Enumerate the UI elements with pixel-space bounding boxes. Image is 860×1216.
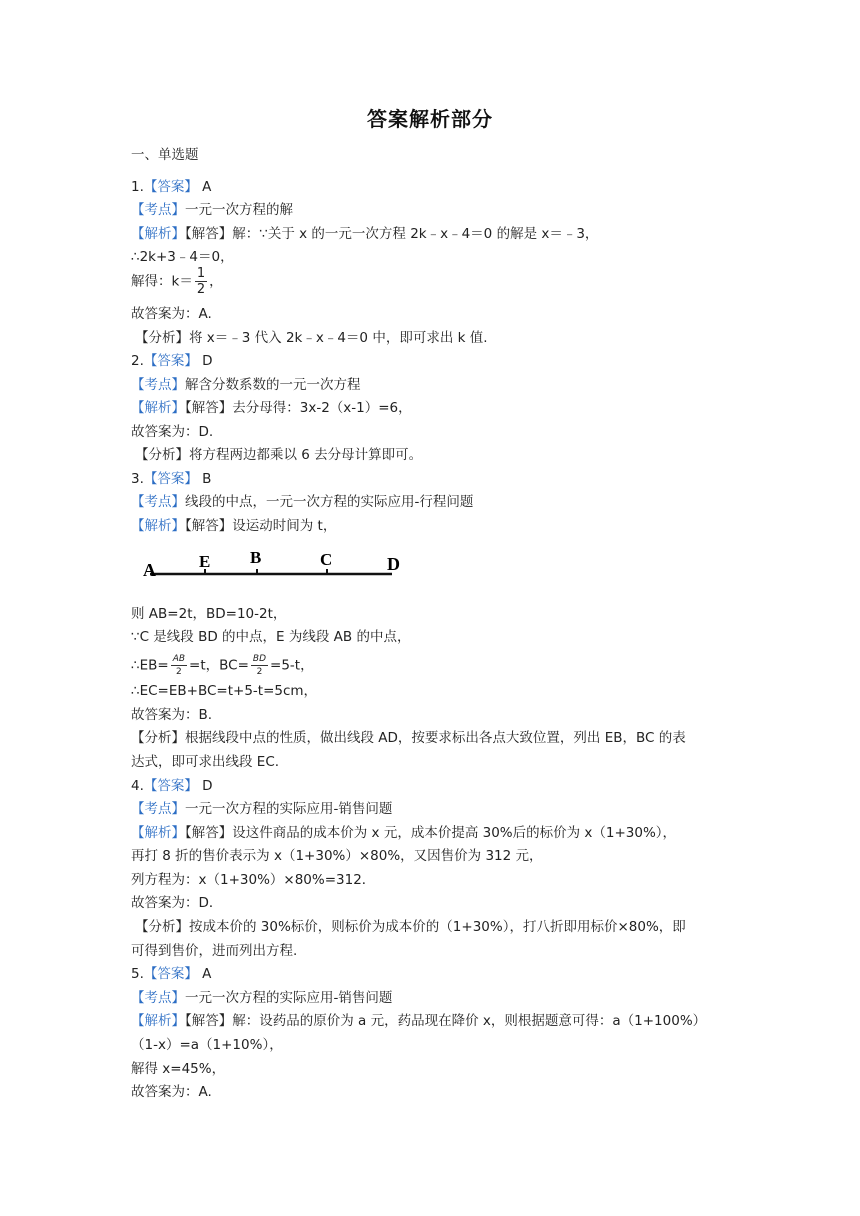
q2-number: 2. xyxy=(131,353,144,369)
q4-jiexi-text: 设这件商品的成本价为 x 元，成本价提高 30%后的标价为 x（1+30%）， xyxy=(232,825,677,841)
q1-fenxi: 将 x＝﹣3 代入 2k﹣x﹣4＝0 中，即可求出 k 值. xyxy=(189,330,488,346)
q5-conclusion: 故答案为：A. xyxy=(131,1084,212,1100)
point-label-d: D xyxy=(387,554,400,574)
point-label-b: B xyxy=(250,548,262,567)
section-heading: 一、单选题 xyxy=(131,147,199,163)
q1-step1: ∴2k+3﹣4＝0， xyxy=(131,249,234,265)
fenxi-tag: 【分析】 xyxy=(135,919,189,935)
answer-tag: 【答案】 xyxy=(143,471,198,487)
jiexi-tag: 【解析】 xyxy=(131,400,185,416)
jiexi-tag: 【解析】 xyxy=(131,825,185,841)
q4-fenxi-line xyxy=(135,918,686,936)
q3-point-line xyxy=(131,493,473,511)
q3-step3-b: =t，BC= xyxy=(189,657,249,674)
answer-tag: 【答案】 xyxy=(143,966,198,982)
page-title: 答案解析部分 xyxy=(367,107,493,131)
point-tag: 【考点】 xyxy=(131,990,185,1006)
q3-answer: B xyxy=(197,471,212,487)
q3-jiexi-line xyxy=(131,517,336,535)
q5-number: 5. xyxy=(131,966,144,982)
q1-number: 1. xyxy=(131,179,144,195)
q2-fenxi-line xyxy=(135,446,422,464)
q3-frac-bd xyxy=(251,653,268,678)
q1-fenxi-line xyxy=(135,329,488,347)
point-label-c: C xyxy=(320,550,333,569)
q5-point: 一元一次方程的实际应用-销售问题 xyxy=(185,990,393,1006)
q3-fenxi-line xyxy=(131,729,686,747)
q3-frac-bd-den: 2 xyxy=(256,667,263,677)
q4-answer: D xyxy=(197,778,213,794)
point-label-a: A xyxy=(143,560,156,580)
segment-diagram xyxy=(140,545,410,581)
fenxi-tag: 【分析】 xyxy=(135,447,189,463)
q3-step3 xyxy=(131,653,314,678)
q3-step3-a: ∴EB= xyxy=(131,657,169,674)
q3-frac-ab xyxy=(171,653,187,678)
q3-frac-bd-num: BD xyxy=(252,654,267,664)
q5-jiexi-text: 解：设药品的原价为 a 元，药品现在降价 x，则根据题意可得：a（1+100%） xyxy=(232,1013,707,1029)
q5-answer: A xyxy=(197,966,212,982)
q5-step1: （1-x）=a（1+10%）， xyxy=(131,1037,283,1053)
q4-fenxi-2: 可得到售价，进而列出方程. xyxy=(131,943,298,959)
q2-answer: D xyxy=(197,353,213,369)
q1-step2-post: ， xyxy=(209,273,223,290)
fenxi-tag: 【分析】 xyxy=(135,330,189,346)
jieda-tag: 【解答】 xyxy=(185,825,233,841)
q3-answer-line xyxy=(131,470,211,488)
q2-answer-line xyxy=(131,352,213,370)
q1-point: 一元一次方程的解 xyxy=(185,202,293,218)
q1-conclusion: 故答案为：A. xyxy=(131,306,212,322)
jieda-tag: 【解答】 xyxy=(185,1013,233,1029)
jiexi-tag: 【解析】 xyxy=(131,1013,185,1029)
q3-point: 线段的中点，一元一次方程的实际应用-行程问题 xyxy=(185,494,474,510)
q1-answer: A xyxy=(197,179,212,195)
answer-tag: 【答案】 xyxy=(143,179,198,195)
q1-step2 xyxy=(131,266,223,297)
q3-frac-ab-den: 2 xyxy=(176,667,182,677)
fenxi-tag: 【分析】 xyxy=(131,730,185,746)
q4-fenxi-1: 按成本价的 30%标价，则标价为成本价的（1+30%），打八折即用标价×80%，即 xyxy=(189,919,686,935)
point-tag: 【考点】 xyxy=(131,494,185,510)
q4-point-line xyxy=(131,800,392,818)
q1-fraction xyxy=(195,266,207,297)
answer-tag: 【答案】 xyxy=(143,778,198,794)
q1-frac-den: 2 xyxy=(196,282,206,297)
q4-step2: 列方程为：x（1+30%）×80%=312． xyxy=(131,872,376,888)
point-tag: 【考点】 xyxy=(131,377,185,393)
q5-jiexi-line xyxy=(131,1012,706,1030)
q4-number: 4. xyxy=(131,778,144,794)
q3-step4: ∴EC=EB+BC=t+5-t=5cm， xyxy=(131,683,318,699)
q2-point: 解含分数系数的一元一次方程 xyxy=(185,377,361,393)
point-tag: 【考点】 xyxy=(131,202,185,218)
q1-answer-line xyxy=(131,178,211,196)
q2-conclusion: 故答案为：D. xyxy=(131,424,214,440)
q3-fenxi-2: 达式，即可求出线段 EC. xyxy=(131,754,280,770)
q1-point-line xyxy=(131,201,293,219)
jiexi-tag: 【解析】 xyxy=(131,518,185,534)
q4-conclusion: 故答案为：D． xyxy=(131,895,223,911)
q3-conclusion: 故答案为：B. xyxy=(131,707,213,723)
point-tag: 【考点】 xyxy=(131,801,185,817)
q2-jiexi-line xyxy=(131,399,412,417)
q3-step1: 则 AB=2t，BD=10-2t， xyxy=(131,606,287,622)
q1-jiexi-text: 解：∵关于 x 的一元一次方程 2k﹣x﹣4＝0 的解是 x＝﹣3， xyxy=(232,226,599,242)
q4-jiexi-line xyxy=(131,824,676,842)
point-label-e: E xyxy=(199,552,211,571)
q1-step2-pre: 解得：k＝ xyxy=(131,273,193,290)
jieda-tag: 【解答】 xyxy=(185,226,233,242)
answer-tag: 【答案】 xyxy=(143,353,198,369)
q2-fenxi: 将方程两边都乘以 6 去分母计算即可。 xyxy=(189,447,423,463)
q5-answer-line xyxy=(131,965,211,983)
q3-fenxi-1: 根据线段中点的性质，做出线段 AD，按要求标出各点大致位置，列出 EB，BC 的表 xyxy=(185,730,686,746)
q3-number: 3. xyxy=(131,471,144,487)
q1-frac-num: 1 xyxy=(196,266,206,281)
q3-frac-ab-num: AB xyxy=(172,654,186,664)
q3-jiexi-text: 设运动时间为 t， xyxy=(232,518,337,534)
q3-step3-c: =5-t， xyxy=(270,657,314,674)
q1-jiexi-line xyxy=(131,225,598,243)
q2-jiexi-text: 去分母得：3x-2（x-1）=6， xyxy=(232,400,412,416)
jieda-tag: 【解答】 xyxy=(185,518,233,534)
q4-answer-line xyxy=(131,777,213,795)
q4-step1: 再打 8 折的售价表示为 x（1+30%）×80%，又因售价为 312 元， xyxy=(131,848,543,864)
jieda-tag: 【解答】 xyxy=(185,400,233,416)
q4-point: 一元一次方程的实际应用-销售问题 xyxy=(185,801,393,817)
q5-step2: 解得 x=45%， xyxy=(131,1061,226,1077)
jiexi-tag: 【解析】 xyxy=(131,226,185,242)
q2-point-line xyxy=(131,376,361,394)
q3-step2: ∵C 是线段 BD 的中点，E 为线段 AB 的中点， xyxy=(131,629,411,645)
q5-point-line xyxy=(131,989,392,1007)
